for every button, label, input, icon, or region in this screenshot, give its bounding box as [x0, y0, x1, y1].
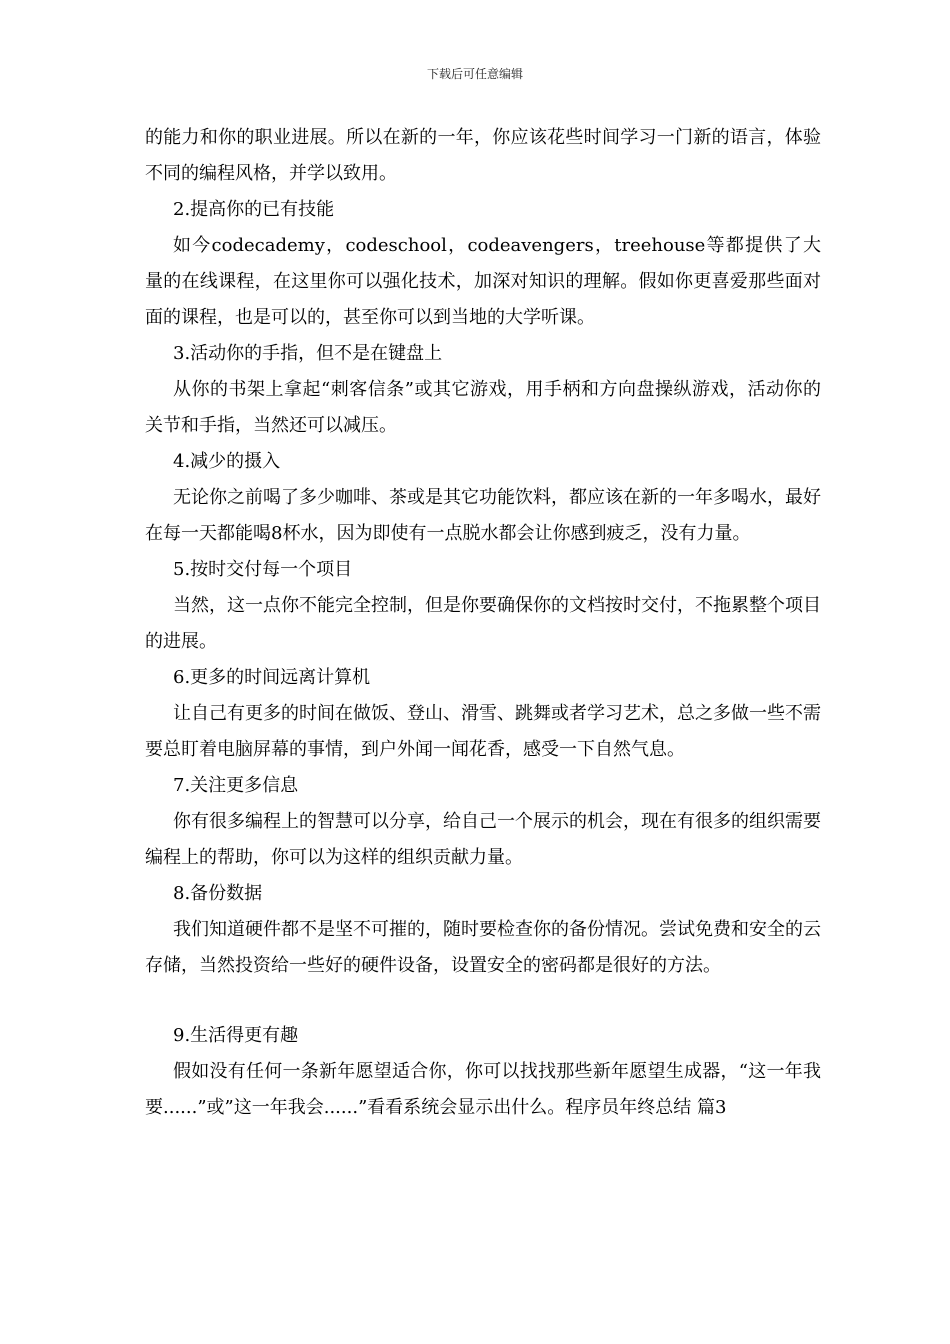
section-heading-8: 8.备份数据 [173, 883, 263, 904]
page-header: 下载后可任意编辑 [426, 67, 523, 81]
section-heading-3: 3.活动你的手指，但不是在键盘上 [173, 343, 443, 364]
blank-line [145, 984, 821, 1018]
document-body [145, 120, 821, 1126]
paragraph: 从你的书架上拿起“刺客信条”或其它游戏，用手柄和方向盘操纵游戏，活动你的关节和手指，当然还可以减压。 [145, 379, 821, 436]
paragraph: 当然，这一点你不能完全控制，但是你要确保你的文档按时交付，不拖累整个项目的进展。 [145, 595, 821, 652]
paragraph: 让自己有更多的时间在做饭、登山、滑雪、跳舞或者学习艺术，总之多做一些不需要总盯着电脑屏幕的事情，到户外闻一闻花香，感受一下自然气息。 [145, 703, 821, 760]
paragraph: 你有很多编程上的智慧可以分享，给自己一个展示的机会，现在有很多的组织需要编程上的帮助，你可以为这样的组织贡献力量。 [145, 811, 821, 868]
paragraph: 的能力和你的职业进展。所以在新的一年，你应该花些时间学习一门新的语言，体验不同的编程风格，并学以致用。 [145, 127, 821, 184]
paragraph: 我们知道硬件都不是坚不可摧的，随时要检查你的备份情况。尝试免费和安全的云存储，当然投资给一些好的硬件设备，设置安全的密码都是很好的方法。 [145, 919, 821, 976]
paragraph: 无论你之前喝了多少咖啡、茶或是其它功能饮料，都应该在新的一年多喝水，最好在每一天都能喝8杯水，因为即使有一点脱水都会让你感到疲乏，没有力量。 [145, 487, 821, 544]
section-heading-6: 6.更多的时间远离计算机 [173, 667, 371, 688]
paragraph: 假如没有任何一条新年愿望适合你，你可以找找那些新年愿望生成器，“这一年我要......”或”这一年我会......”看看系统会显示出什么。程序员年终总结 篇3 [145, 1061, 821, 1118]
paragraph: 如今codecademy，codeschool，codeavengers，treehouse等都提供了大量的在线课程，在这里你可以强化技术，加深对知识的理解。假如你更喜爱那些面对面的课程，也是可以的，甚至你可以到当地的大学听课。 [145, 235, 821, 328]
section-heading-4: 4.减少的摄入 [173, 451, 281, 472]
section-heading-5: 5.按时交付每一个项目 [173, 559, 353, 580]
section-heading-9: 9.生活得更有趣 [173, 1025, 299, 1046]
section-heading-7: 7.关注更多信息 [173, 775, 299, 796]
section-heading-2: 2.提高你的已有技能 [173, 199, 335, 220]
